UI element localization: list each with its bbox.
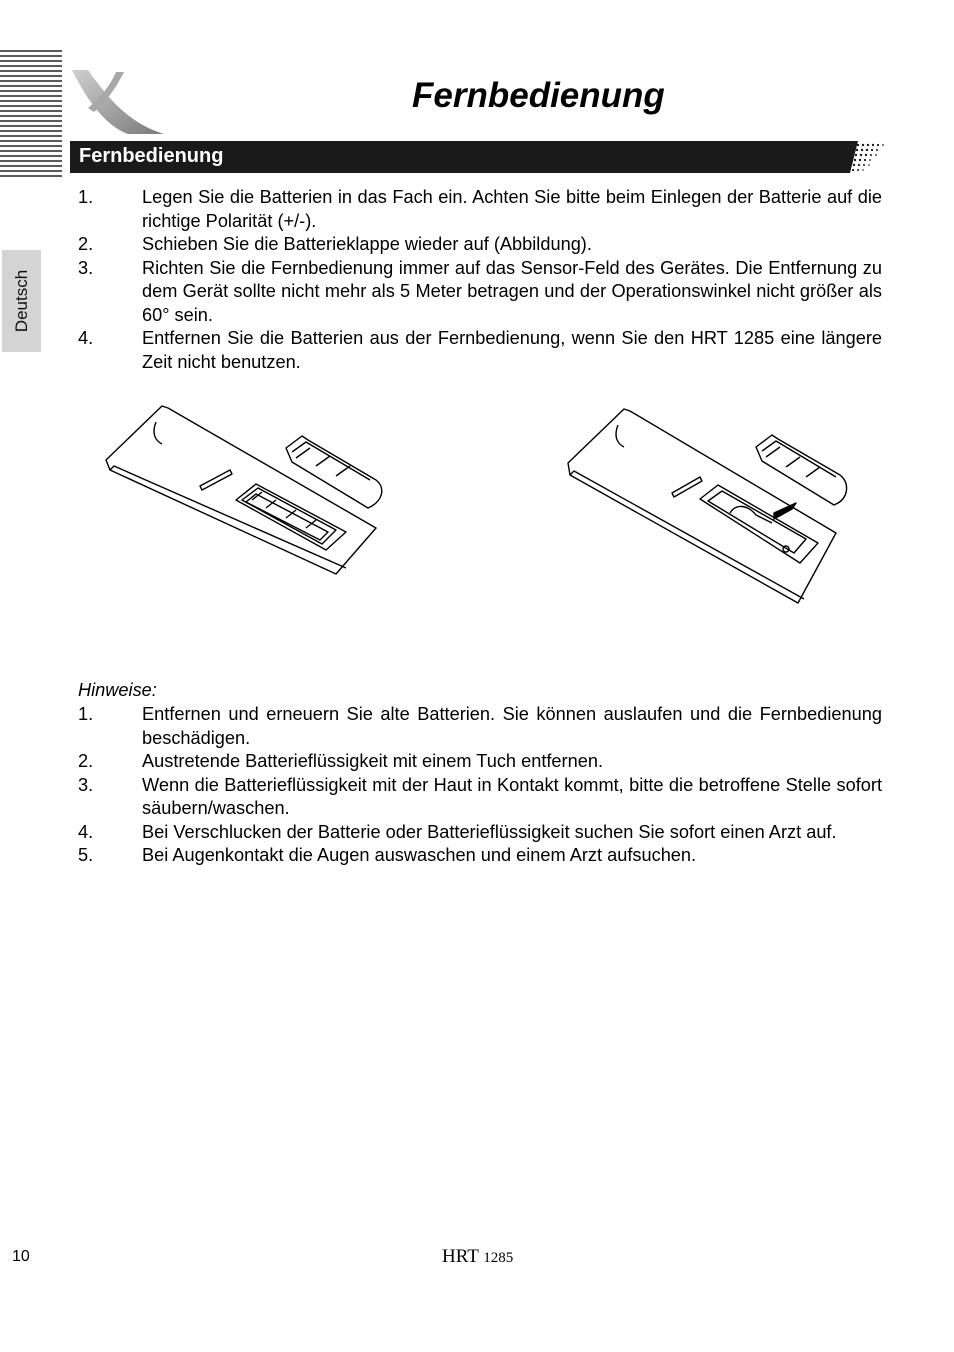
page-title: Fernbedienung — [412, 76, 665, 115]
instruction-list — [78, 186, 882, 374]
model-name-text: HRT — [442, 1246, 479, 1267]
list-item: 3. Wenn die Batterieflüssigkeit mit der Haut in Kontakt kommt, bitte die betroffene Stelle sofort säubern/waschen. — [78, 774, 882, 818]
list-item: 1. Legen Sie die Batterien in das Fach ein. Achten Sie bitte beim Einlegen der Batterie auf die richtige Polarität (+/-). — [78, 187, 882, 231]
remote-battery-illustration-open — [96, 400, 396, 580]
list-item: 1. Entfernen und erneuern Sie alte Batterien. Sie können auslaufen und die Fernbedienung beschädigen. — [78, 704, 882, 748]
list-item: 2. Austretende Batterieflüssigkeit mit einem Tuch entfernen. — [78, 751, 603, 771]
language-tab — [2, 250, 41, 352]
model-number: 1285 — [483, 1250, 514, 1266]
x-logo-icon — [68, 68, 168, 138]
notes-list — [78, 703, 882, 868]
list-item: 3. Richten Sie die Fernbedienung immer auf das Sensor-Feld des Gerätes. Die Entfernung zu dem Gerät sollte nicht mehr als 5 Meter betragen und der Operationswinkel nicht größer als 60° sein. — [78, 257, 882, 325]
list-item: 2. Schieben Sie die Batterieklappe wieder auf (Abbildung). — [78, 234, 592, 254]
section-heading: Fernbedienung — [79, 145, 224, 167]
list-item: 5. Bei Augenkontakt die Augen auswaschen und einem Arzt aufsuchen. — [78, 845, 697, 865]
list-item: 4. Bei Verschlucken der Batterie oder Batterieflüssigkeit suchen Sie sofort einen Arzt auf. — [78, 821, 837, 842]
list-item: 4. Entfernen Sie die Batterien aus der Fernbedienung, wenn Sie den HRT 1285 eine längere Zeit nicht benutzen. — [78, 328, 882, 372]
dot-pattern-icon — [844, 141, 886, 173]
remote-battery-illustration-closed — [560, 403, 850, 608]
page-number: 10 — [12, 1248, 30, 1265]
notes-heading: Hinweise: — [78, 680, 157, 700]
section-heading-bar — [70, 141, 886, 173]
language-tab-label: Deutsch — [11, 269, 31, 333]
decorative-stripes — [0, 50, 62, 178]
model-name — [442, 1246, 513, 1268]
